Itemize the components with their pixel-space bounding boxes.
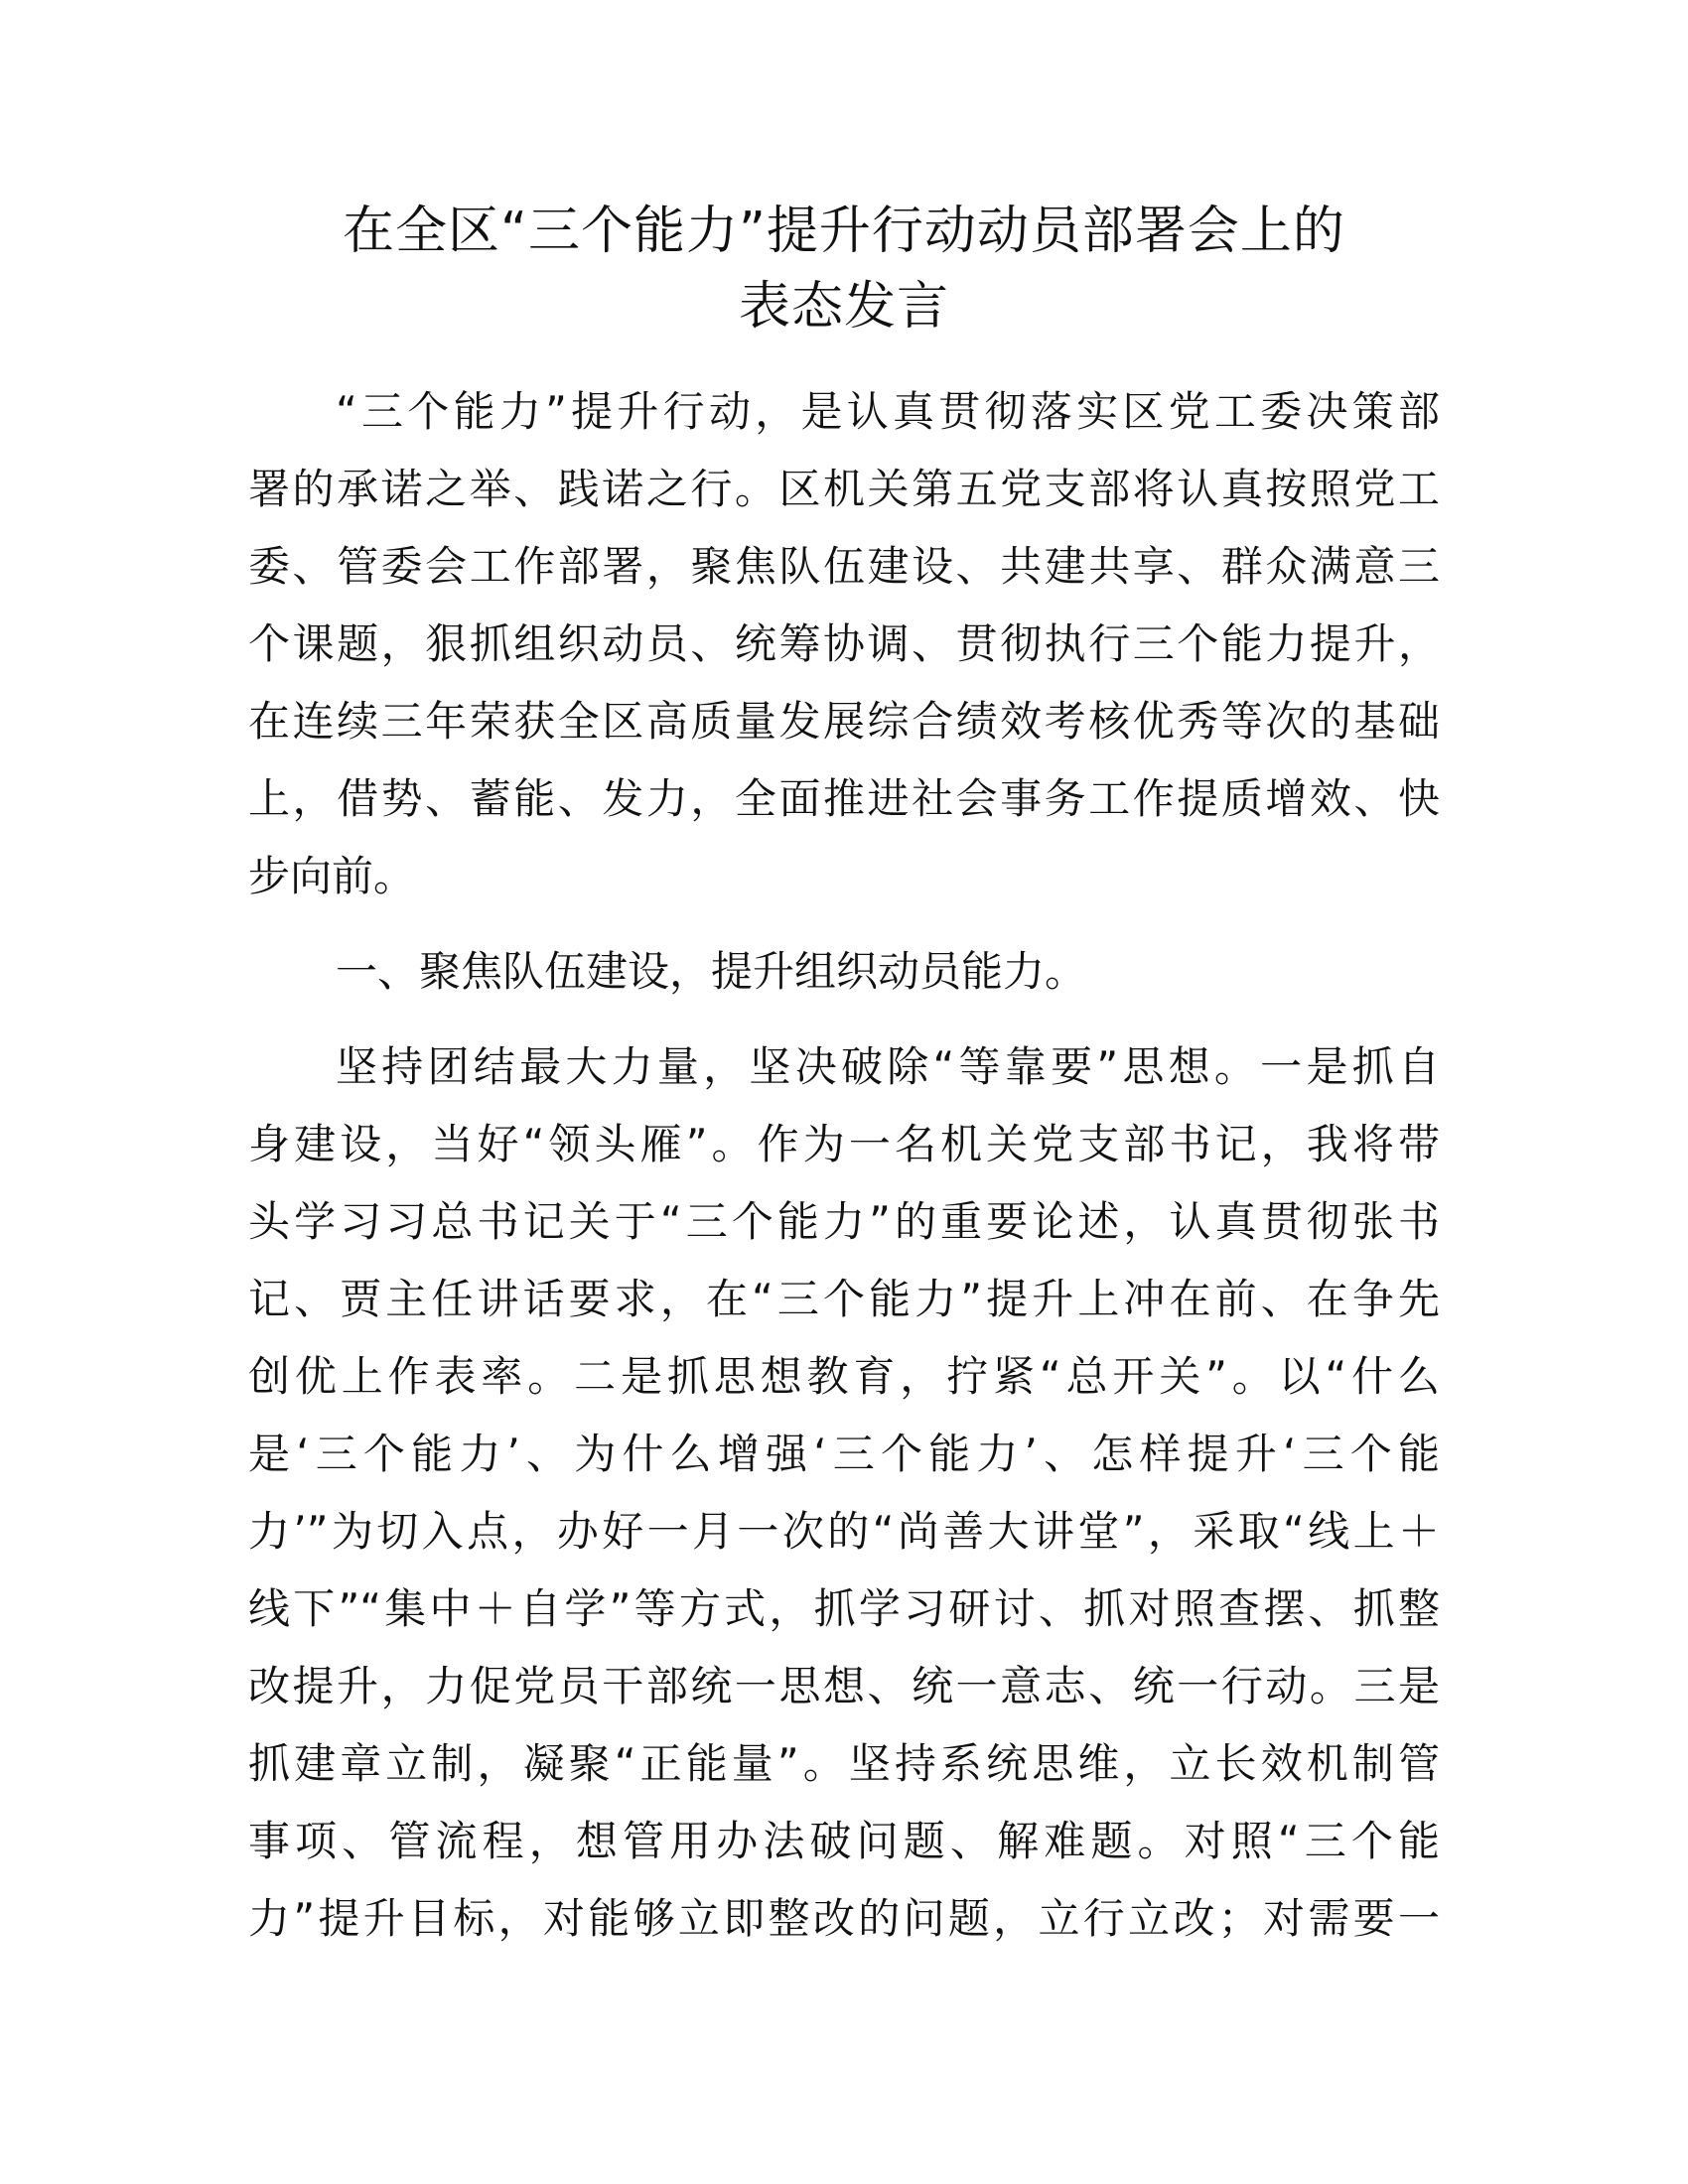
title-line-2: 表态发言 — [738, 277, 949, 337]
section-heading-1 — [248, 933, 1440, 1011]
paragraph-line: 署的承诺之举、践诺之行。区机关第五党支部将认真按照党工 — [248, 465, 1440, 513]
paragraph-line: 改提升，力促党员干部统一思想、统一意志、统一行动。三是 — [248, 1662, 1440, 1710]
paragraph-line: 头学习习总书记关于“三个能力”的重要论述，认真贯彻张书 — [248, 1197, 1440, 1246]
paragraph-line: 上，借势、蓄能、发力，全面推进社会事务工作提质增效、快 — [248, 774, 1440, 823]
paragraph-line: 力’”为切入点，办好一月一次的“尚善大讲堂”，采取“线上＋ — [248, 1507, 1440, 1556]
title-line-1: 在全区“三个能力”提升行动动员部署会上的 — [343, 202, 1345, 261]
document-body — [248, 373, 1440, 1976]
section-heading-line: 一、聚焦队伍建设，提升组织动员能力。 — [336, 947, 1087, 996]
paragraph-line: 委、管委会工作部署，聚焦队伍建设、共建共享、群众满意三 — [248, 542, 1440, 591]
document-title — [248, 194, 1440, 344]
paragraph-intro — [248, 373, 1440, 915]
paragraph-line: “三个能力”提升行动，是认真贯彻落实区党工委决策部 — [336, 387, 1440, 436]
paragraph-line: 在连续三年荣获全区高质量发展综合绩效考核优秀等次的基础 — [248, 697, 1440, 746]
paragraph-line: 个课题，狠抓组织动员、统筹协调、贯彻执行三个能力提升， — [248, 619, 1440, 668]
paragraph-line: 步向前。 — [248, 852, 416, 900]
paragraph-line: 是‘三个能力’、为什么增强‘三个能力’、怎样提升‘三个能 — [248, 1430, 1440, 1478]
paragraph-line: 力”提升目标，对能够立即整改的问题，立行立改；对需要一 — [248, 1894, 1440, 1943]
paragraph-line: 抓建章立制，凝聚“正能量”。坚持系统思维，立长效机制管 — [248, 1739, 1440, 1788]
paragraph-line: 记、贾主任讲话要求，在“三个能力”提升上冲在前、在争先 — [248, 1275, 1440, 1323]
paragraph-line: 坚持团结最大力量，坚决破除“等靠要”思想。一是抓自 — [336, 1042, 1440, 1091]
paragraph-line: 事项、管流程，想管用办法破问题、解难题。对照“三个能 — [248, 1817, 1440, 1865]
paragraph-section-1 — [248, 1028, 1440, 1958]
paragraph-line: 线下”“集中＋自学”等方式，抓学习研讨、抓对照查摆、抓整 — [248, 1584, 1440, 1633]
paragraph-line: 创优上作表率。二是抓思想教育，拧紧“总开关”。以“什么 — [248, 1352, 1440, 1401]
paragraph-line: 身建设，当好“领头雁”。作为一名机关党支部书记，我将带 — [248, 1120, 1440, 1168]
